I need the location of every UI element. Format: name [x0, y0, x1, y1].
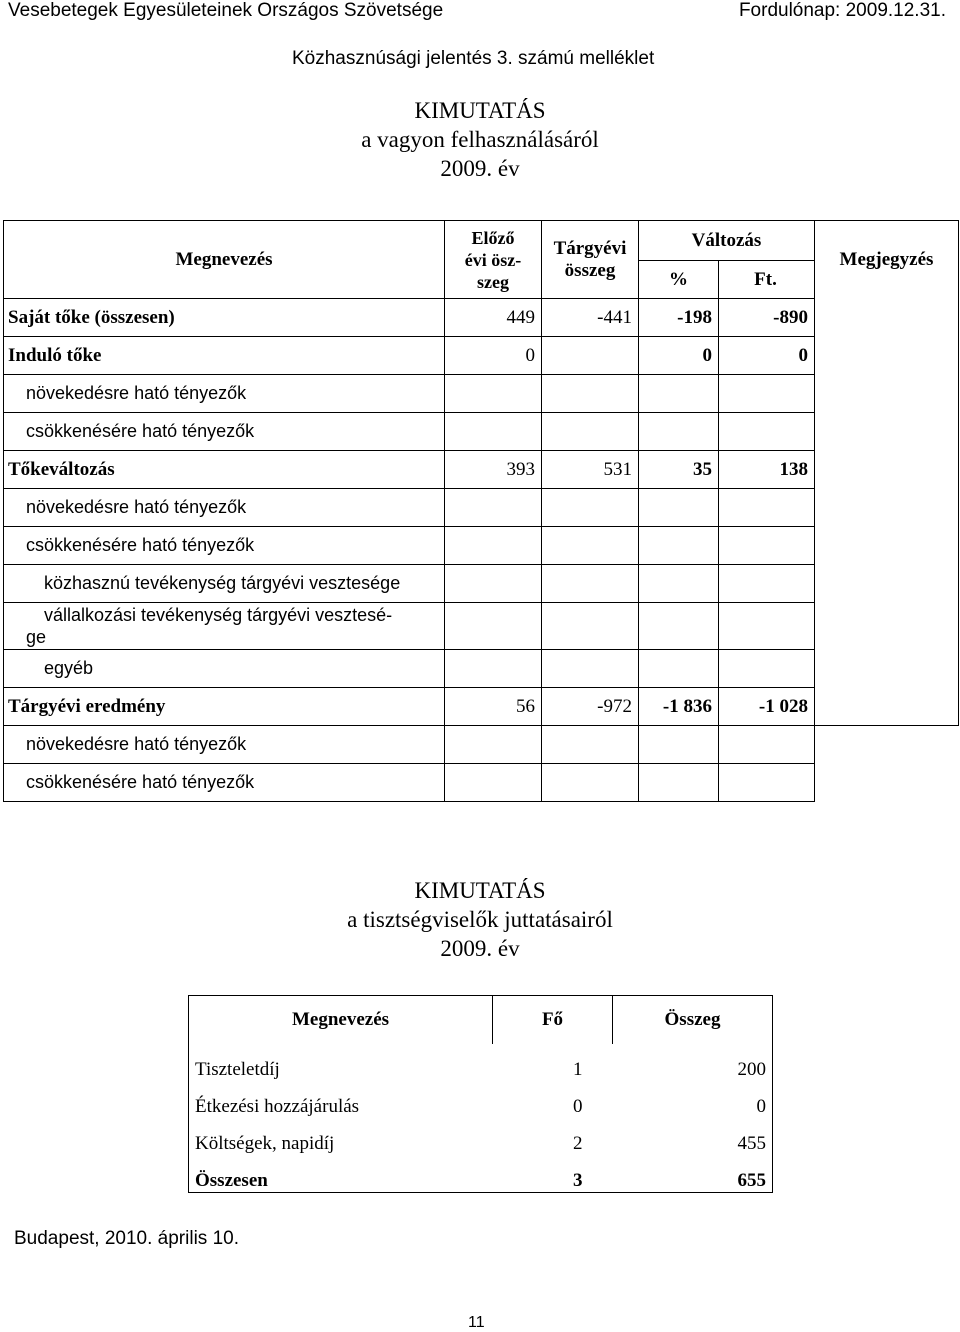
cell-ft: [719, 603, 815, 650]
organization-name: Vesebetegek Egyesületeinek Országos Szövetsége: [8, 0, 444, 21]
cell-prev: 393: [445, 451, 542, 489]
header-name: Megnevezés: [189, 996, 493, 1045]
row-label: Induló tőke: [4, 337, 445, 375]
title1-line3: 2009. év: [440, 156, 520, 181]
cell-ft: [719, 764, 815, 802]
table-row: [4, 764, 959, 802]
row-label: Saját tőke (összesen): [4, 299, 445, 337]
header-prev: Előző évi ösz- szeg: [445, 221, 542, 299]
row-label: csökkenésére ható tényezők: [4, 413, 445, 451]
header-current: Tárgyévi összeg: [542, 221, 639, 299]
cell-current: -972: [542, 688, 639, 726]
cell-current: -441: [542, 299, 639, 337]
asset-usage-table: [3, 220, 959, 802]
cell-pct: [639, 650, 719, 688]
header-change: Változás: [639, 221, 815, 261]
cell-current: [542, 565, 639, 603]
row-sum: 655: [613, 1155, 773, 1193]
cell-current: [542, 650, 639, 688]
row-name: Étkezési hozzájárulás: [189, 1081, 493, 1118]
cell-pct: [639, 489, 719, 527]
cell-prev: [445, 650, 542, 688]
cell-ft: -890: [719, 299, 815, 337]
row-sum: 455: [613, 1118, 773, 1155]
row-label: közhasznú tevékenység tárgyévi vesztesége: [4, 565, 445, 603]
cell-pct: -198: [639, 299, 719, 337]
row-count: 0: [573, 1096, 583, 1117]
title2-line2: a tisztségviselők juttatásairól: [347, 907, 613, 932]
cell-pct: [639, 603, 719, 650]
cell-prev: [445, 489, 542, 527]
row-label: növekedésre ható tényezők: [4, 489, 445, 527]
cell-current: [542, 527, 639, 565]
cell-prev: 56: [445, 688, 542, 726]
title1-line1: KIMUTATÁS: [414, 98, 546, 123]
cell-prev: 0: [445, 337, 542, 375]
annex-label: Közhasznúsági jelentés 3. számú melléklet: [292, 48, 655, 69]
title2-line3: 2009. év: [440, 936, 520, 961]
cell-current: [542, 375, 639, 413]
cell-ft: [719, 375, 815, 413]
row-count: 1: [573, 1059, 583, 1080]
cell-current: 531: [542, 451, 639, 489]
cell-prev: [445, 726, 542, 764]
cell-ft: [719, 413, 815, 451]
title2-line1: KIMUTATÁS: [414, 878, 546, 903]
cell-pct: [639, 375, 719, 413]
header-count: Fő: [493, 996, 613, 1045]
row-label: Tárgyévi eredmény: [4, 688, 445, 726]
row-label: vállalkozási tevékenység tárgyévi vesztesé- ge: [4, 603, 445, 650]
cell-pct: [639, 764, 719, 802]
cell-current: [542, 489, 639, 527]
cell-prev: [445, 603, 542, 650]
place-date: Budapest, 2010. április 10.: [14, 1228, 239, 1249]
cell-prev: [445, 413, 542, 451]
reference-date: Fordulónap: 2009.12.31.: [738, 0, 946, 21]
row-label: növekedésre ható tényezők: [4, 375, 445, 413]
cell-ft: [719, 527, 815, 565]
table-row: [189, 1044, 773, 1081]
cell-current: [542, 603, 639, 650]
cell-pct: [639, 527, 719, 565]
page-number: 11: [468, 1314, 485, 1331]
cell-ft: 0: [719, 337, 815, 375]
row-count: 3: [493, 1155, 613, 1193]
cell-pct: -1 836: [639, 688, 719, 726]
table-row: [189, 1081, 773, 1118]
cell-prev: [445, 375, 542, 413]
cell-prev: [445, 764, 542, 802]
cell-current: [542, 337, 639, 375]
row-name: Összesen: [189, 1155, 493, 1193]
row-label: csökkenésére ható tényezők: [4, 764, 445, 802]
row-label: egyéb: [4, 650, 445, 688]
row-sum: 200: [613, 1044, 773, 1081]
cell-ft: -1 028: [719, 688, 815, 726]
cell-ft: [719, 489, 815, 527]
cell-current: [542, 413, 639, 451]
table-row-total: [189, 1155, 773, 1193]
header-note: Megjegyzés: [815, 221, 959, 726]
row-name: Költségek, napidíj: [189, 1118, 493, 1155]
header-ft: Ft.: [719, 261, 815, 299]
cell-ft: [719, 726, 815, 764]
header-name: Megnevezés: [4, 221, 445, 299]
cell-prev: [445, 565, 542, 603]
row-sum: 0: [613, 1081, 773, 1118]
cell-pct: [639, 565, 719, 603]
cell-prev: [445, 527, 542, 565]
row-name: Tiszteletdíj: [189, 1044, 493, 1081]
row-label: növekedésre ható tényezők: [4, 726, 445, 764]
header-sum: Összeg: [613, 996, 773, 1045]
header-pct: %: [639, 261, 719, 299]
cell-current: [542, 726, 639, 764]
cell-ft: 138: [719, 451, 815, 489]
cell-pct: 35: [639, 451, 719, 489]
cell-current: [542, 764, 639, 802]
title1-line2: a vagyon felhasználásáról: [361, 127, 599, 152]
cell-ft: [719, 650, 815, 688]
cell-pct: [639, 413, 719, 451]
table-row: [189, 1118, 773, 1155]
row-label: Tőkeváltozás: [4, 451, 445, 489]
cell-ft: [719, 565, 815, 603]
officers-benefits-table: [188, 995, 773, 1193]
table-row: [4, 726, 959, 764]
cell-pct: [639, 726, 719, 764]
cell-prev: 449: [445, 299, 542, 337]
row-count: 2: [573, 1133, 583, 1154]
cell-pct: 0: [639, 337, 719, 375]
row-label: csökkenésére ható tényezők: [4, 527, 445, 565]
